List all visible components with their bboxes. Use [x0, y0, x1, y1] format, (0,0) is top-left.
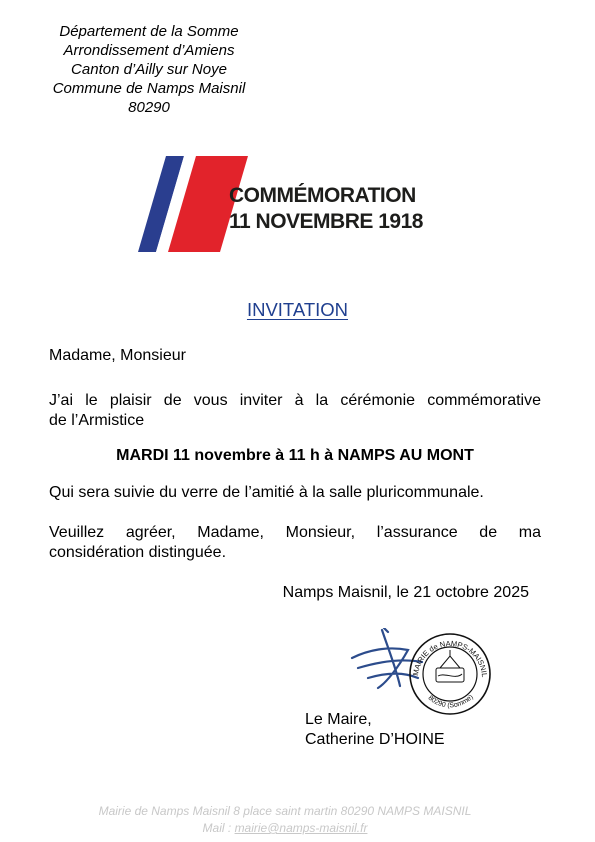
intro-line-2: de l’Armistice: [49, 412, 145, 429]
stamp-ring-textpath: MAIRIE de NAMPS-MAISNIL: [410, 638, 490, 678]
intro-paragraph: [49, 391, 541, 431]
mayor-signature-block: [305, 710, 445, 750]
stamp-emblem-icon: [436, 650, 464, 682]
footer-contact: [0, 821, 570, 835]
footer-address: Mairie de Namps Maisnil 8 place saint martin 80290 NAMPS MAISNIL: [98, 804, 472, 818]
closing-paragraph: [49, 523, 541, 563]
place-and-date: Namps Maisnil, le 21 octobre 2025: [282, 584, 529, 601]
mayor-stamp-and-signature: [348, 628, 493, 718]
event-details: MARDI 11 novembre à 11 h à NAMPS AU MONT: [116, 447, 474, 464]
followup-paragraph: Qui sera suivie du verre de l’amitié à la salle pluricommunale.: [49, 484, 484, 501]
header-canton: Canton d’Ailly sur Noye: [71, 61, 227, 78]
header-arrondissement: Arrondissement d’Amiens: [63, 42, 235, 59]
closing-line-2: considération distinguée.: [49, 544, 227, 561]
salutation: Madame, Monsieur: [49, 347, 186, 364]
footer-mail-link[interactable]: mairie@namps-maisnil.fr: [234, 821, 368, 835]
header-postcode: 80290: [128, 99, 170, 116]
commune-header: [30, 22, 268, 117]
commemoration-title: [229, 183, 423, 235]
intro-line-1: J’ai le plaisir de vous inviter à la cérémonie commémorative: [49, 392, 541, 409]
header-department: Département de la Somme: [59, 23, 239, 40]
stamp-bottom-textpath: 80290 (Somme): [426, 693, 475, 710]
footer-mail-label: Mail :: [202, 821, 235, 835]
title-line-2: 11 NOVEMBRE 1918: [229, 210, 423, 233]
title-line-1: COMMÉMORATION: [229, 184, 416, 207]
mayor-role: Le Maire,: [305, 711, 372, 728]
invitation-heading: [0, 299, 595, 321]
signature-mark: [352, 628, 422, 688]
mayor-name: Catherine D’HOINE: [305, 731, 445, 748]
closing-line-1: Veuillez agréer, Madame, Monsieur, l’assurance de ma: [49, 524, 541, 541]
header-commune: Commune de Namps Maisnil: [52, 80, 246, 97]
invitation-heading-text: INVITATION: [246, 299, 349, 320]
